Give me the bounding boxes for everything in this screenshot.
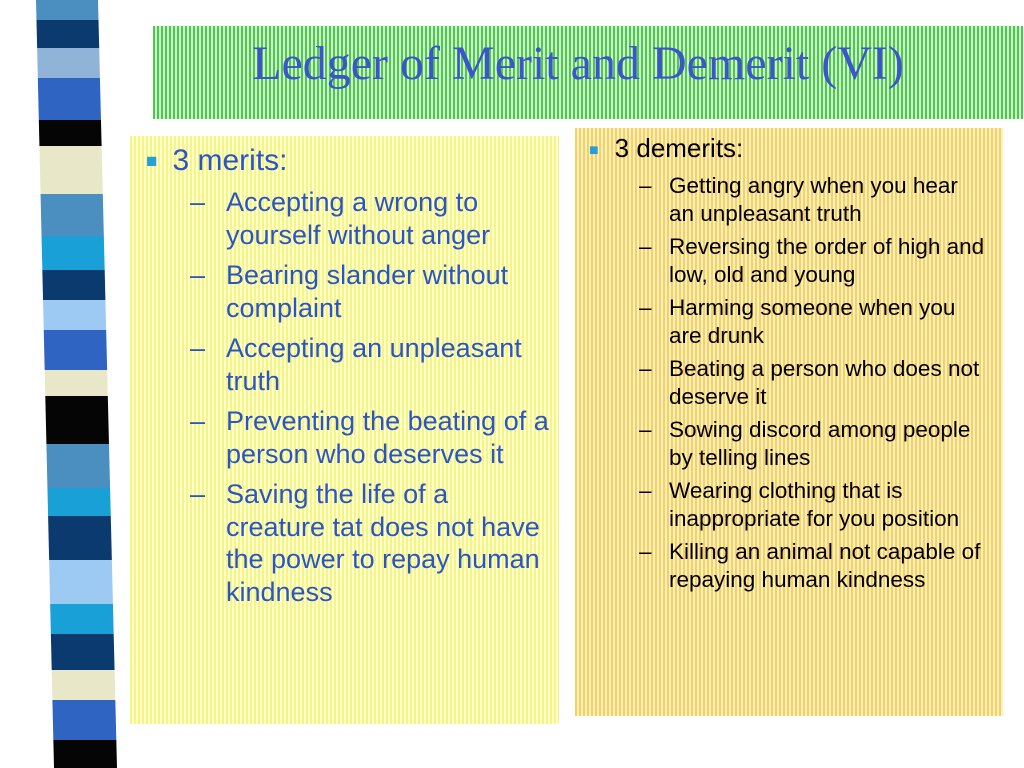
dash-marker: – — [190, 479, 206, 509]
square-bullet-icon: ■ — [589, 142, 599, 159]
dash-marker: – — [639, 356, 652, 381]
demerits-heading — [589, 133, 743, 164]
list-item — [639, 294, 989, 349]
demerit-text: Sowing discord among people by telling lines — [669, 417, 971, 470]
list-item — [639, 233, 989, 288]
dash-marker: – — [190, 187, 206, 217]
dash-marker: – — [639, 478, 652, 503]
list-item — [190, 478, 550, 608]
dash-marker: – — [639, 417, 652, 442]
merits-list — [190, 186, 550, 616]
dash-marker: – — [190, 260, 206, 290]
square-bullet-icon: ■ — [146, 151, 158, 172]
demerits-panel — [575, 128, 1003, 716]
list-item — [639, 538, 989, 593]
demerits-heading-text: 3 demerits: — [614, 133, 744, 163]
list-item — [639, 172, 989, 227]
demerit-text: Beating a person who does not deserve it — [669, 356, 980, 409]
list-item — [639, 355, 989, 410]
demerit-text: Killing an animal not capable of repaying human kindness — [669, 539, 981, 592]
decorative-stripe-bar — [0, 0, 120, 768]
title-banner — [153, 26, 1023, 119]
list-item — [190, 332, 550, 397]
slide-title: Ledger of Merit and Demerit (VI) — [252, 37, 904, 90]
dash-marker: – — [639, 234, 652, 259]
list-item — [190, 405, 550, 470]
merits-heading-text: 3 merits: — [172, 144, 288, 177]
merit-text: Saving the life of a creature tat does not have the power to repay human kindness — [226, 479, 540, 607]
demerit-text: Wearing clothing that is inappropriate for you position — [669, 478, 960, 531]
list-item — [190, 259, 550, 324]
demerit-text: Reversing the order of high and low, old and young — [669, 234, 985, 287]
merit-text: Accepting a wrong to yourself without anger — [226, 187, 491, 250]
merit-text: Accepting an unpleasant truth — [226, 333, 522, 396]
list-item — [639, 477, 989, 532]
dash-marker: – — [190, 333, 206, 363]
demerit-text: Getting angry when you hear an unpleasant truth — [669, 173, 958, 226]
demerit-text: Harming someone when you are drunk — [669, 295, 956, 348]
merits-heading — [146, 144, 288, 178]
list-item — [190, 186, 550, 251]
merit-text: Bearing slander without complaint — [226, 260, 509, 323]
list-item — [639, 416, 989, 471]
merits-panel — [130, 136, 559, 724]
dash-marker: – — [190, 406, 206, 436]
dash-marker: – — [639, 295, 652, 320]
dash-marker: – — [639, 539, 652, 564]
dash-marker: – — [639, 173, 652, 198]
demerits-list — [639, 172, 989, 599]
merit-text: Preventing the beating of a person who deserves it — [226, 406, 549, 469]
